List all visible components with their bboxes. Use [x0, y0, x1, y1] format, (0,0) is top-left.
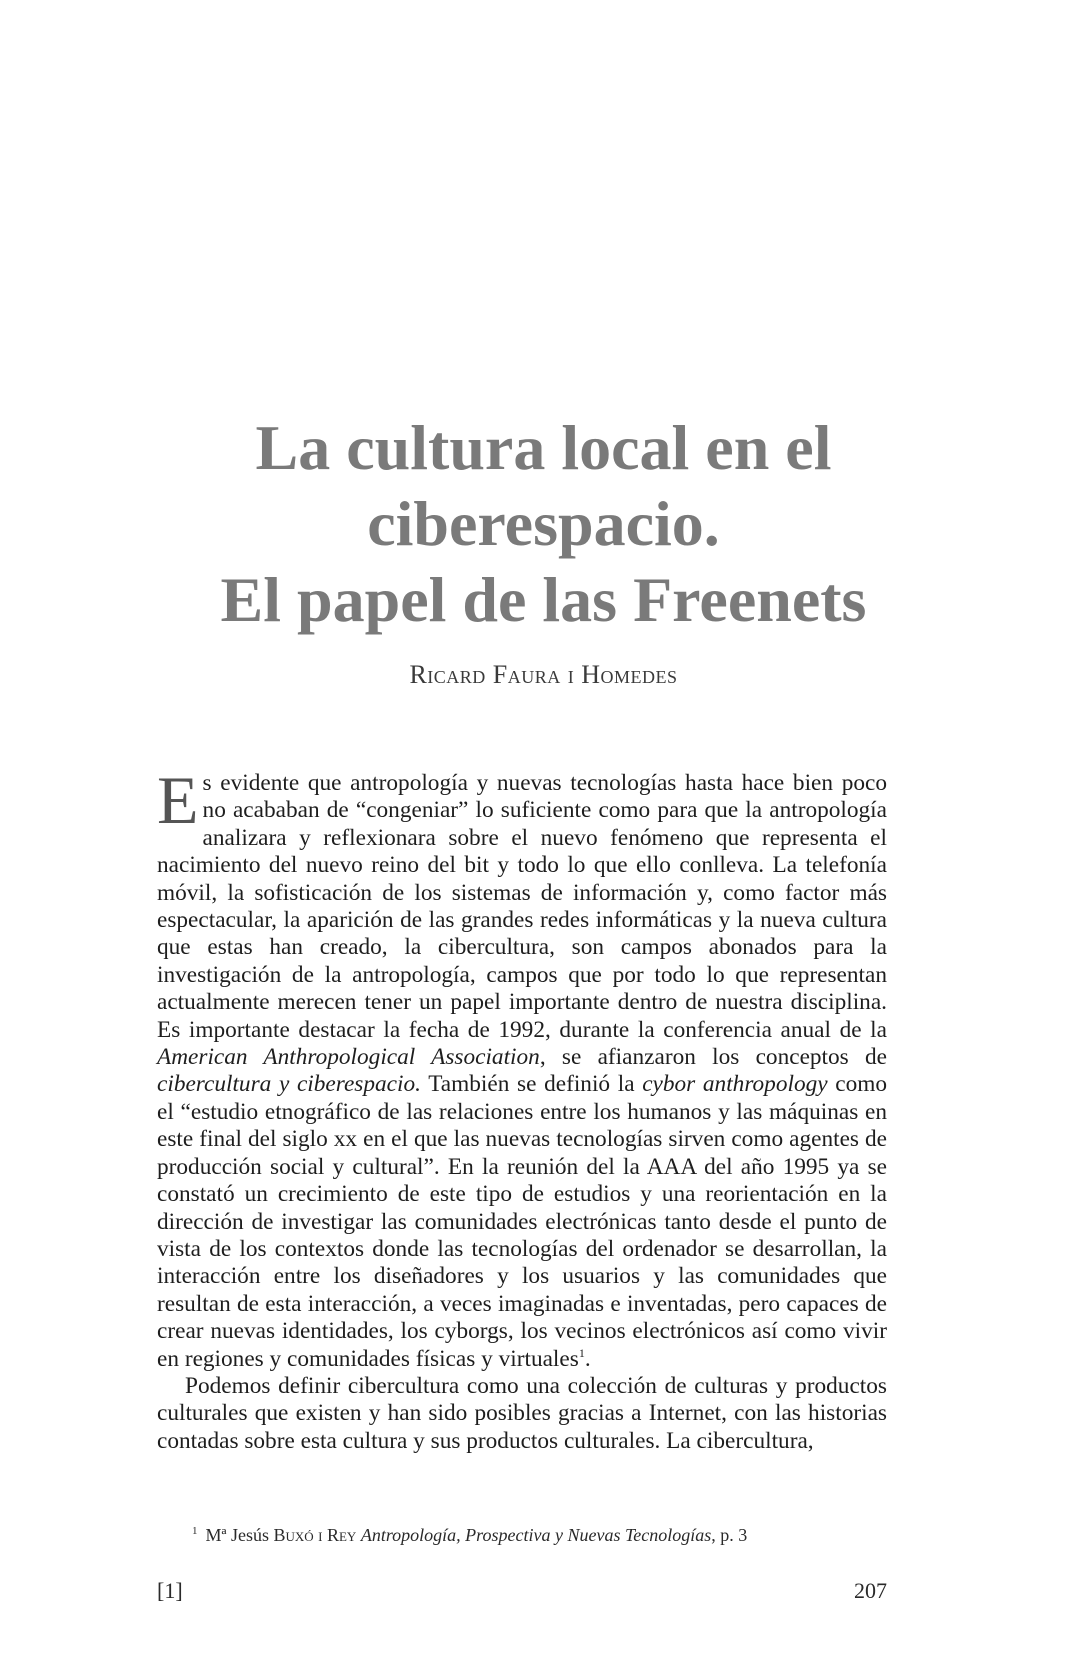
title-line-3: El papel de las Freenets: [220, 564, 867, 635]
paragraph-1: [157, 762, 887, 1373]
title-line-1: La cultura local en el: [255, 412, 832, 483]
author-name: Ricard Faura i Homedes: [409, 660, 678, 689]
p1-text-2: , se afianzaron los conceptos de: [539, 1044, 887, 1071]
footnote-author-surname: Buxó i Rey: [273, 1525, 357, 1545]
article-body: [157, 762, 887, 1455]
p1-italic-2: cibercultura y ciberespacio.: [157, 1071, 421, 1098]
p1-italic-1: American Anthropological Association: [157, 1044, 540, 1071]
p1-text-1: s evidente que antropología y nuevas tecnologías hasta hace bien poco no acababan de “congeniar” lo suficiente como para que la antropología analizara y reflexionara sobre el nuevo fenómeno que representa el nacimiento del nuevo reino del bit y todo lo que ello conlleva. La telefonía móvil, la sofisticación de los sistemas de información y, como factor más espectacular, la aparición de las grandes redes informáticas y la nueva cultura que estas han creado, la cibercultura, son campos abonados para la investigación de la antropología, campos que por todo lo que representan actualmente merecen tener un papel importante dentro de nuestra disciplina. Es importante destacar la fecha de 1992, durante la conferencia anual de la: [157, 770, 887, 1043]
paragraph-2: Podemos definir cibercultura como una colección de culturas y productos culturales que existen y han sido posibles gracias a Internet, con las historias contadas sobre esta cultura y sus productos culturales. La cibercultura,: [157, 1372, 887, 1454]
p1-italic-3: cybor anthropology: [642, 1071, 828, 1098]
section-marker: [1]: [157, 1578, 183, 1603]
footnote-number: 1: [192, 1525, 198, 1537]
p1-text-5: .: [584, 1345, 591, 1372]
p1-text-4: como el “estudio etnográfico de las relaciones entre los humanos y las máquinas en este final del siglo xx en el que las nuevas tecnologías sirven como agentes de producción social y cultural”. En la reunión del la AAA del año 1995 ya se constató un crecimiento de este tipo de estudios y una reorientación en la dirección de investigar las comunidades electrónicas tanto desde el punto de vista de los contextos donde las tecnologías del ordenador se desarrollan, la interacción entre los diseñadores y los usuarios y las comunidades que resultan de esta interacción, a veces imaginadas e inventadas, pero capaces de crear nuevas identidades, los cyborgs, los vecinos electrónicos así como vivir en regiones y comunidades físicas y virtuales: [157, 1071, 887, 1372]
footnote-reference[interactable]: 1: [578, 1345, 585, 1360]
article-title: [0, 410, 1087, 638]
footnote-work-title: Antropología, Prospectiva y Nuevas Tecnologías: [360, 1525, 712, 1545]
footnote: [192, 1525, 892, 1546]
page-number: 207: [854, 1578, 887, 1603]
drop-cap: E: [157, 762, 199, 838]
title-line-2: ciberespacio.: [367, 488, 720, 559]
footnote-author-first: Mª Jesús: [205, 1525, 274, 1545]
footnote-page: , p. 3: [711, 1525, 748, 1545]
p1-text-3: También se definió la: [420, 1071, 643, 1098]
